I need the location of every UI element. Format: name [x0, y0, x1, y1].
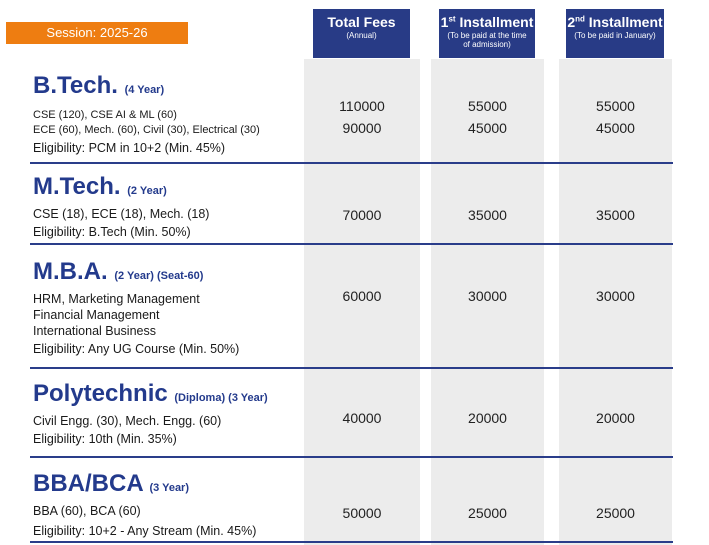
second-installment-number: 2	[567, 14, 576, 30]
branch-line: ECE (60), Mech. (60), Civil (30), Electrical (30)	[33, 124, 260, 136]
second-installment-title: Installment	[588, 14, 663, 30]
fee-cell: 30000	[468, 288, 507, 304]
fee-cell: 55000	[468, 98, 507, 114]
course-duration: (2 Year) (Seat-60)	[114, 270, 204, 282]
row-divider	[30, 162, 673, 164]
total-fees-subtitle: (Annual)	[346, 31, 377, 40]
total-fees-header	[313, 9, 410, 58]
course-mba	[33, 259, 239, 357]
second-installment-ordinal: nd	[575, 14, 585, 24]
branch-line: International Business	[33, 324, 156, 338]
row-divider	[30, 243, 673, 245]
fee-cell: 45000	[596, 120, 635, 136]
fee-cell: 90000	[342, 120, 382, 136]
fee-cell: 20000	[596, 410, 635, 426]
course-btech	[33, 73, 260, 156]
course-title	[33, 259, 239, 289]
course-name: B.Tech.	[33, 72, 118, 99]
row-divider	[30, 456, 673, 458]
eligibility-line: Eligibility: 10+2 - Any Stream (Min. 45%)	[33, 524, 257, 538]
course-name: M.B.A.	[33, 258, 108, 285]
course-title	[33, 174, 209, 204]
course-bba-bca	[33, 471, 256, 539]
session-badge: Session: 2025-26	[6, 22, 188, 44]
branch-line: CSE (18), ECE (18), Mech. (18)	[33, 207, 210, 221]
first-installment-title: Installment	[459, 14, 534, 30]
fee-cell: 55000	[596, 98, 635, 114]
course-name: BBA/BCA	[33, 470, 143, 497]
fee-cell: 30000	[596, 288, 635, 304]
first-installment-header	[439, 9, 535, 58]
fee-cell: 50000	[342, 505, 382, 521]
branch-line: Civil Engg. (30), Mech. Engg. (60)	[33, 414, 222, 428]
eligibility-line: Eligibility: Any UG Course (Min. 50%)	[33, 342, 240, 356]
row-divider	[30, 541, 673, 543]
first-installment-number: 1	[440, 14, 449, 30]
fee-cell: 110000	[339, 98, 385, 114]
course-name: M.Tech.	[33, 173, 121, 200]
course-title	[33, 381, 268, 411]
course-duration: (4 Year)	[124, 84, 165, 96]
fee-cell: 40000	[342, 410, 382, 426]
eligibility-line: Eligibility: PCM in 10+2 (Min. 45%)	[33, 141, 226, 155]
total-fees-title: Total Fees	[327, 14, 396, 30]
fee-cell: 45000	[468, 120, 507, 136]
branch-line: Financial Management	[33, 308, 160, 322]
course-title	[33, 73, 260, 103]
fee-cell: 25000	[596, 505, 635, 521]
fee-cell: 20000	[468, 410, 507, 426]
branch-line: BBA (60), BCA (60)	[33, 504, 141, 518]
fee-cell: 70000	[342, 207, 382, 223]
first-installment-subtitle: (To be paid at the time of admission)	[447, 31, 527, 49]
course-mtech	[33, 174, 209, 240]
branch-line: CSE (120), CSE AI & ML (60)	[33, 109, 177, 121]
course-title	[33, 471, 256, 501]
course-duration: (2 Year)	[127, 185, 167, 197]
fee-cell: 35000	[468, 207, 507, 223]
row-divider	[30, 367, 673, 369]
second-installment-header	[566, 9, 664, 58]
course-duration: (3 Year)	[149, 482, 190, 494]
fee-cell: 25000	[468, 505, 507, 521]
eligibility-line: Eligibility: 10th (Min. 35%)	[33, 432, 177, 446]
course-polytechnic	[33, 381, 268, 447]
course-name: Polytechnic	[33, 380, 168, 407]
first-installment-ordinal: st	[448, 14, 456, 24]
fee-cell: 35000	[596, 207, 635, 223]
eligibility-line: Eligibility: B.Tech (Min. 50%)	[33, 225, 191, 239]
second-installment-subtitle: (To be paid in January)	[574, 31, 656, 40]
fee-cell: 60000	[342, 288, 382, 304]
branch-line: HRM, Marketing Management	[33, 292, 200, 306]
course-duration: (Diploma) (3 Year)	[174, 392, 268, 404]
